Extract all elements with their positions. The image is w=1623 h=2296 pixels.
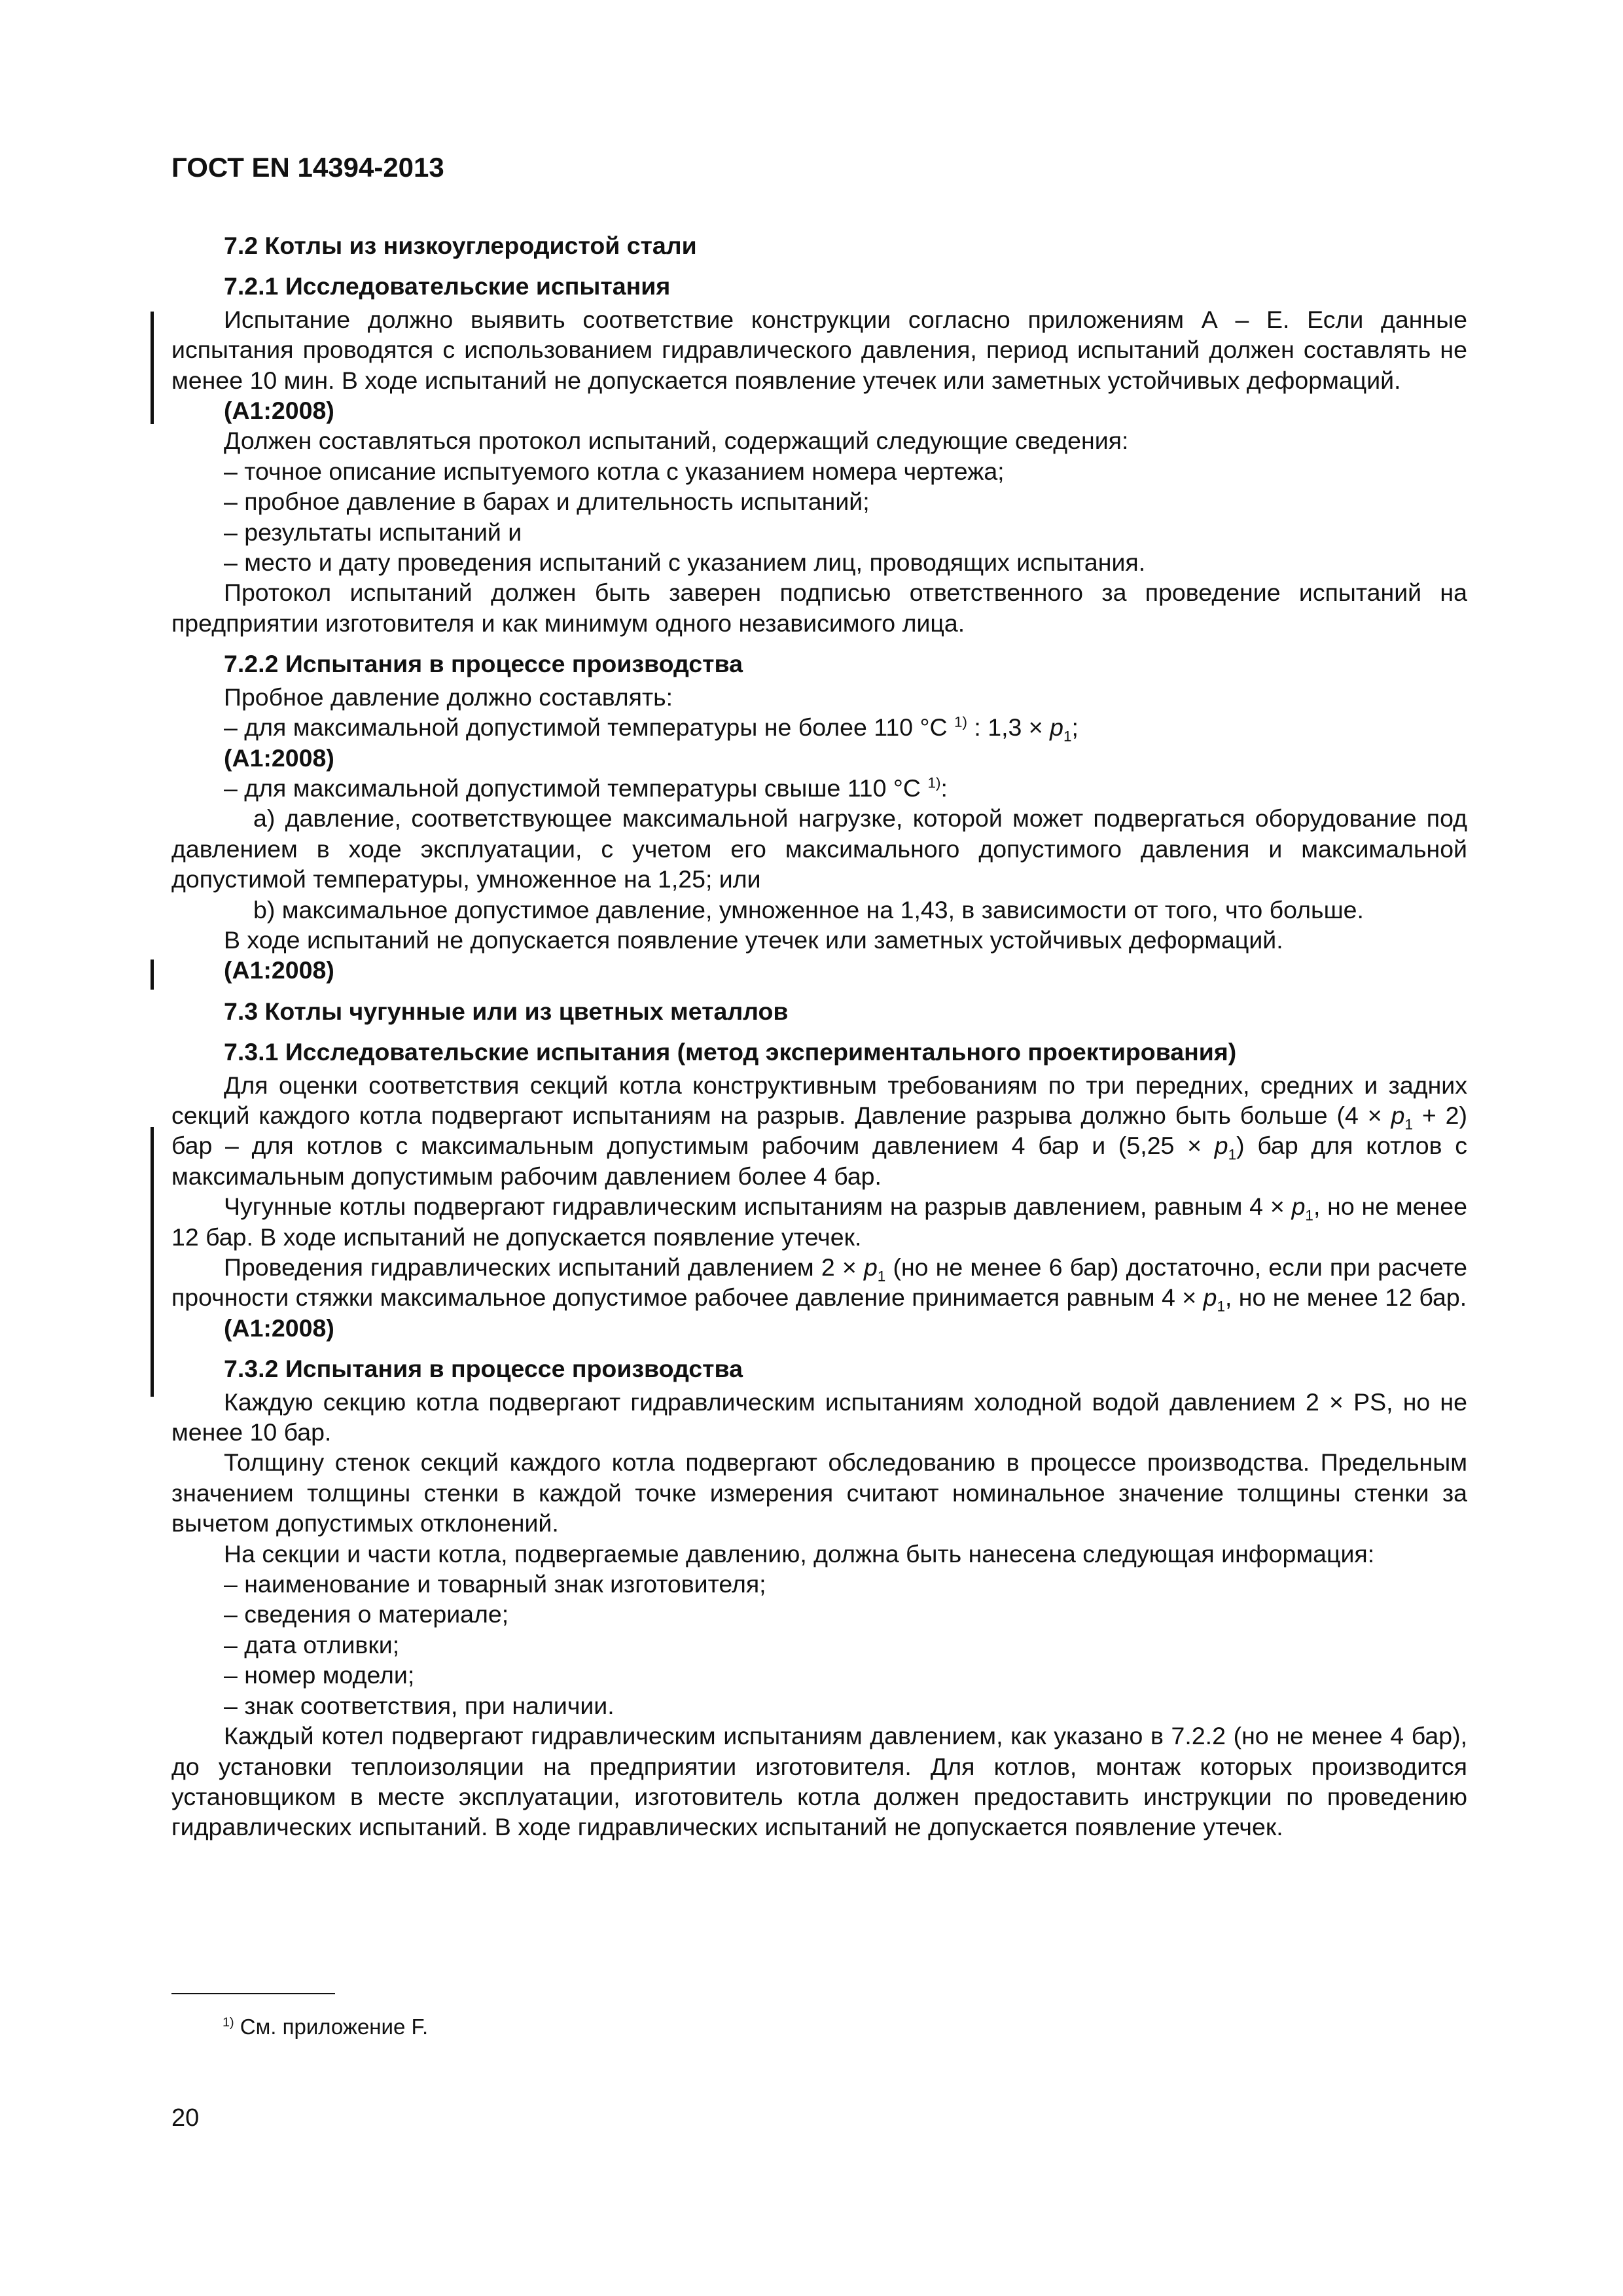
- section-7-2-1-heading: 7.2.1 Исследовательские испытания: [224, 272, 671, 300]
- paragraph: Каждый котел подвергают гидравлическим испытаниям давлением, как указано в 7.2.2 (но не менее 4 бар), до установки теплоизоляции на предприятии изготовителя. Для котлов, монтаж которых производится установщиком в месте эксплуатации, изготовитель котла должен предоставить инструкции по проведению гидравлических испытаний. В ходе гидравлических испытаний не допускается появление утечек.: [171, 1722, 1467, 1841]
- list-item: – знак соответствия, при наличии.: [224, 1691, 615, 1719]
- paragraph: Должен составляться протокол испытаний, содержащий следующие сведения:: [224, 427, 1129, 455]
- symbol-p: p: [863, 1253, 878, 1281]
- amendment-mark: (A1:2008): [224, 397, 334, 425]
- page-number: 20: [171, 2104, 200, 2132]
- footnote-text: См. приложение F.: [234, 2015, 429, 2039]
- section-7-2-2-heading: 7.2.2 Испытания в процессе производства: [224, 650, 743, 678]
- list-item-text: : 1,3 ×: [974, 713, 1050, 742]
- text-run: Проведения гидравлических испытаний давлением 2 ×: [224, 1253, 864, 1281]
- list-item: – сведения о материале;: [224, 1600, 509, 1628]
- paragraph: [171, 1191, 1467, 1252]
- amendment-mark: (A1:2008): [224, 956, 334, 984]
- list-item: – место и дату проведения испытаний с указанием лиц, проводящих испытания.: [224, 548, 1146, 577]
- symbol-subscript: 1: [1404, 1116, 1413, 1133]
- symbol-subscript: 1: [877, 1268, 886, 1285]
- list-subitem: a) давление, соответствующее максимальной нагрузке, которой может подвергаться оборудование под давлением в ходе эксплуатации, с учетом его максимального допустимого давления и максимальной допустимой температуры, умноженное на 1,25; или: [171, 804, 1467, 893]
- footnote-mark: 1): [223, 2015, 234, 2030]
- list-item: – номер модели;: [224, 1661, 415, 1689]
- footnote: [223, 2015, 428, 2039]
- section-7-3-1-heading: 7.3.1 Исследовательские испытания (метод экспериментального проектирования): [224, 1038, 1237, 1066]
- list-item: – дата отливки;: [224, 1630, 400, 1659]
- punctuation: :: [940, 774, 948, 802]
- paragraph: Пробное давление должно составлять:: [224, 683, 673, 711]
- footnote-ref: 1): [927, 774, 941, 791]
- amendment-mark: (A1:2008): [224, 1314, 334, 1342]
- section-7-3-heading: 7.3 Котлы чугунные или из цветных металлов: [224, 997, 789, 1025]
- section-7-2-heading: 7.2 Котлы из низкоуглеродистой стали: [224, 232, 697, 259]
- section-7-3-2-heading: 7.3.2 Испытания в процессе производства: [224, 1355, 743, 1383]
- footnote-separator: [171, 1993, 335, 1994]
- text-run: , но не менее 12 бар. В ходе испытаний не допускается появление утечек.: [171, 1193, 1467, 1251]
- change-bar-7-2-2: [151, 960, 154, 990]
- list-subitem: b) максимальное допустимое давление, умноженное на 1,43, в зависимости от того, что больше.: [253, 895, 1364, 924]
- paragraph: Каждую секцию котла подвергают гидравлическим испытаниям холодной водой давлением 2 × PS, но не менее 10 бар.: [171, 1388, 1467, 1446]
- text-run: (но не менее 6 бар) достаточно, если при расчете прочности стяжки максимальное допустимое рабочее давление принимается равным 4 ×: [171, 1253, 1467, 1312]
- symbol-p: p: [1214, 1132, 1228, 1160]
- text-run: , но не менее 12 бар.: [1224, 1283, 1467, 1312]
- paragraph: Испытание должно выявить соответствие конструкции согласно приложениям А – Е. Если данные испытания проводятся с использованием гидравлического давления, период испытаний должен составлять не менее 10 мин. В ходе испытаний не допускается появление утечек или заметных устойчивых деформаций.: [171, 305, 1467, 394]
- list-item: [171, 712, 1467, 745]
- list-item: – результаты испытаний и: [224, 518, 522, 546]
- document-id-header: ГОСТ EN 14394-2013: [171, 152, 444, 183]
- footnote-ref: 1): [954, 713, 967, 730]
- list-item-text: – для максимальной допустимой температуры свыше 110 °С: [224, 774, 921, 802]
- symbol-subscript: 1: [1305, 1207, 1313, 1224]
- paragraph: На секции и части котла, подвергаемые давлению, должна быть нанесена следующая информация:: [224, 1539, 1375, 1568]
- symbol-subscript: 1: [1217, 1298, 1225, 1315]
- text-run: ) бар для котлов с максимальным допустимым рабочим давлением более 4 бар.: [171, 1132, 1467, 1190]
- amendment-mark: (A1:2008): [224, 744, 334, 772]
- change-bar-7-3-1: [151, 1127, 154, 1397]
- symbol-p: p: [1203, 1283, 1217, 1312]
- punctuation: ;: [1071, 713, 1079, 742]
- symbol-p: p: [1050, 713, 1063, 742]
- list-item: – точное описание испытуемого котла с указанием номера чертежа;: [224, 457, 1005, 485]
- text-run: Чугунные котлы подвергают гидравлическим испытаниям на разрыв давлением, равным 4 ×: [224, 1193, 1292, 1221]
- text-run: + 2) бар – для котлов с максимальным допустимым рабочим давлением 4 бар и (5,25 ×: [171, 1101, 1467, 1160]
- symbol-p: p: [1391, 1101, 1405, 1129]
- paragraph: В ходе испытаний не допускается появление утечек или заметных устойчивых деформаций.: [224, 925, 1283, 954]
- list-item: – пробное давление в барах и длительность испытаний;: [224, 488, 870, 516]
- symbol-subscript: 1: [1063, 728, 1072, 745]
- paragraph: [171, 1070, 1467, 1192]
- symbol-subscript: 1: [1228, 1146, 1237, 1163]
- text-run: Для оценки соответствия секций котла конструктивным требованиям по три передних, средних и задних секций каждого котла подвергают испытаниям на разрыв. Давление разрыва должно быть больше (4 ×: [171, 1071, 1467, 1129]
- list-item: – наименование и товарный знак изготовителя;: [224, 1570, 766, 1598]
- list-item-text: – для максимальной допустимой температуры не более 110 °С: [224, 713, 948, 742]
- symbol-p: p: [1291, 1193, 1306, 1221]
- change-bar-7-2-1: [151, 312, 154, 424]
- paragraph: Протокол испытаний должен быть заверен подписью ответственного за проведение испытаний на предприятии изготовителя и как минимум одного независимого лица.: [171, 579, 1467, 637]
- paragraph: [171, 1252, 1467, 1313]
- paragraph: Толщину стенок секций каждого котла подвергают обследованию в процессе производства. Предельным значением толщины стенки в каждой точке измерения считают номинальное значение толщины стенки за вычетом допустимых отклонений.: [171, 1448, 1467, 1537]
- list-item: [171, 773, 1467, 803]
- document-body: [171, 230, 1467, 1842]
